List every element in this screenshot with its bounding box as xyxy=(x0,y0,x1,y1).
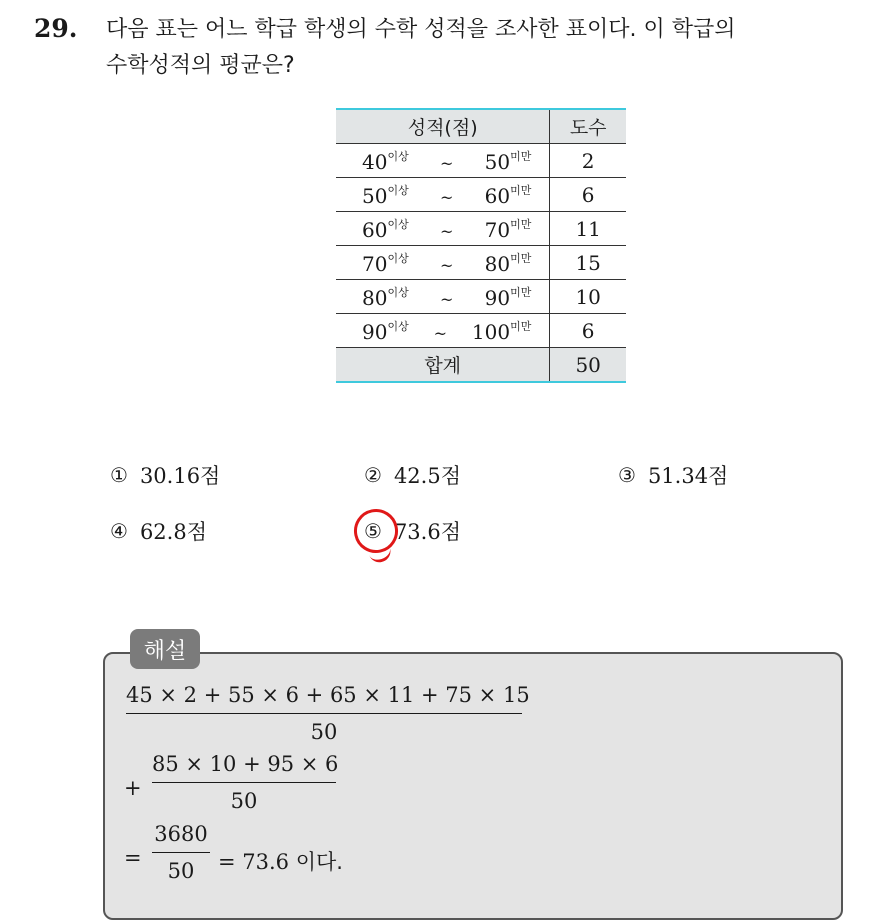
range-low: 80 xyxy=(362,285,388,310)
choice-number xyxy=(364,519,382,543)
fraction-2-denominator: 50 xyxy=(230,789,258,813)
choice-text: 51.34점 xyxy=(647,464,729,488)
range-high: 70 xyxy=(484,217,511,242)
range-low: 40 xyxy=(362,149,388,174)
range-high: 90 xyxy=(484,285,511,310)
result-value: = 73.6 xyxy=(218,850,290,874)
fraction-1-numerator: 45 × 2 + 55 × 6 + 65 × 11 + 75 × 15 xyxy=(126,683,522,714)
table-row xyxy=(336,246,626,280)
suffix-ischang: 이상 xyxy=(387,319,409,333)
range-low: 70 xyxy=(362,251,388,276)
suffix-miman: 미만 xyxy=(510,319,532,333)
range-tilde: ~ xyxy=(439,153,454,173)
frequency-cell: 2 xyxy=(550,144,626,178)
frequency-cell: 11 xyxy=(550,212,626,246)
fraction-3-numerator: 3680 xyxy=(152,822,210,853)
explanation-label: 해설 xyxy=(130,629,200,669)
range-tilde: ~ xyxy=(439,221,454,241)
suffix-miman: 미만 xyxy=(510,183,532,197)
choice-text: 30.16점 xyxy=(139,464,221,488)
suffix-ischang: 이상 xyxy=(387,217,409,231)
score-range xyxy=(336,216,549,242)
total-value: 50 xyxy=(550,348,626,383)
choice-2[interactable] xyxy=(364,460,461,490)
choice-3[interactable] xyxy=(618,460,728,490)
fraction-2-numerator: 85 × 10 + 95 × 6 xyxy=(152,752,336,783)
table-row xyxy=(336,212,626,246)
table-row xyxy=(336,144,626,178)
header-frequency: 도수 xyxy=(550,109,626,144)
fraction-3 xyxy=(152,822,210,883)
range-high: 60 xyxy=(484,183,511,208)
table-header-row xyxy=(336,109,626,144)
choice-text: 62.8점 xyxy=(139,520,207,544)
question-number: 29. xyxy=(34,14,78,43)
range-tilde: ~ xyxy=(439,187,454,207)
suffix-miman: 미만 xyxy=(510,149,532,163)
score-range xyxy=(336,250,549,276)
table-row xyxy=(336,178,626,212)
choice-number: ② xyxy=(364,463,382,487)
frequency-cell: 6 xyxy=(550,314,626,348)
choice-number: ④ xyxy=(110,519,128,543)
frequency-table xyxy=(336,108,626,383)
suffix-miman: 미만 xyxy=(510,251,532,265)
result-suffix: 이다. xyxy=(295,850,343,874)
equals-sign: = xyxy=(124,846,142,870)
fraction-2 xyxy=(152,752,339,813)
range-high: 80 xyxy=(484,251,511,276)
question-text-line2: 수학성적의 평균은? xyxy=(106,53,295,78)
fraction-1 xyxy=(126,683,530,744)
table-row xyxy=(336,314,626,348)
range-low: 50 xyxy=(362,183,388,208)
score-range xyxy=(336,318,549,344)
question-text-line1: 다음 표는 어느 학급 학생의 수학 성적을 조사한 표이다. 이 학급의 xyxy=(106,17,736,42)
frequency-cell: 10 xyxy=(550,280,626,314)
choice-number: ③ xyxy=(618,463,636,487)
suffix-ischang: 이상 xyxy=(387,251,409,265)
range-tilde: ~ xyxy=(439,255,454,275)
result-line xyxy=(218,846,343,876)
choice-text: 42.5점 xyxy=(393,464,461,488)
choice-number-text: ⑤ xyxy=(364,519,382,543)
range-low: 90 xyxy=(362,319,388,344)
choice-1[interactable] xyxy=(110,460,220,490)
suffix-miman: 미만 xyxy=(510,217,532,231)
range-high: 100 xyxy=(471,319,511,344)
choice-5[interactable] xyxy=(364,516,461,546)
plus-sign: + xyxy=(124,776,142,800)
choice-4[interactable] xyxy=(110,516,207,546)
suffix-ischang: 이상 xyxy=(387,183,409,197)
fraction-3-denominator: 50 xyxy=(167,859,195,883)
score-range xyxy=(336,284,549,310)
range-high: 50 xyxy=(484,149,511,174)
choice-number: ① xyxy=(110,463,128,487)
score-range xyxy=(336,182,549,208)
choice-text: 73.6점 xyxy=(393,520,461,544)
suffix-miman: 미만 xyxy=(510,285,532,299)
score-range xyxy=(336,148,549,174)
fraction-1-denominator: 50 xyxy=(310,720,338,744)
header-score: 성적(점) xyxy=(336,109,550,144)
table-total-row xyxy=(336,348,626,383)
range-tilde: ~ xyxy=(433,323,447,343)
range-tilde: ~ xyxy=(439,289,454,309)
suffix-ischang: 이상 xyxy=(387,285,409,299)
range-low: 60 xyxy=(362,217,388,242)
total-label: 합계 xyxy=(336,348,550,383)
suffix-ischang: 이상 xyxy=(387,149,409,163)
frequency-cell: 6 xyxy=(550,178,626,212)
table-row xyxy=(336,280,626,314)
frequency-cell: 15 xyxy=(550,246,626,280)
